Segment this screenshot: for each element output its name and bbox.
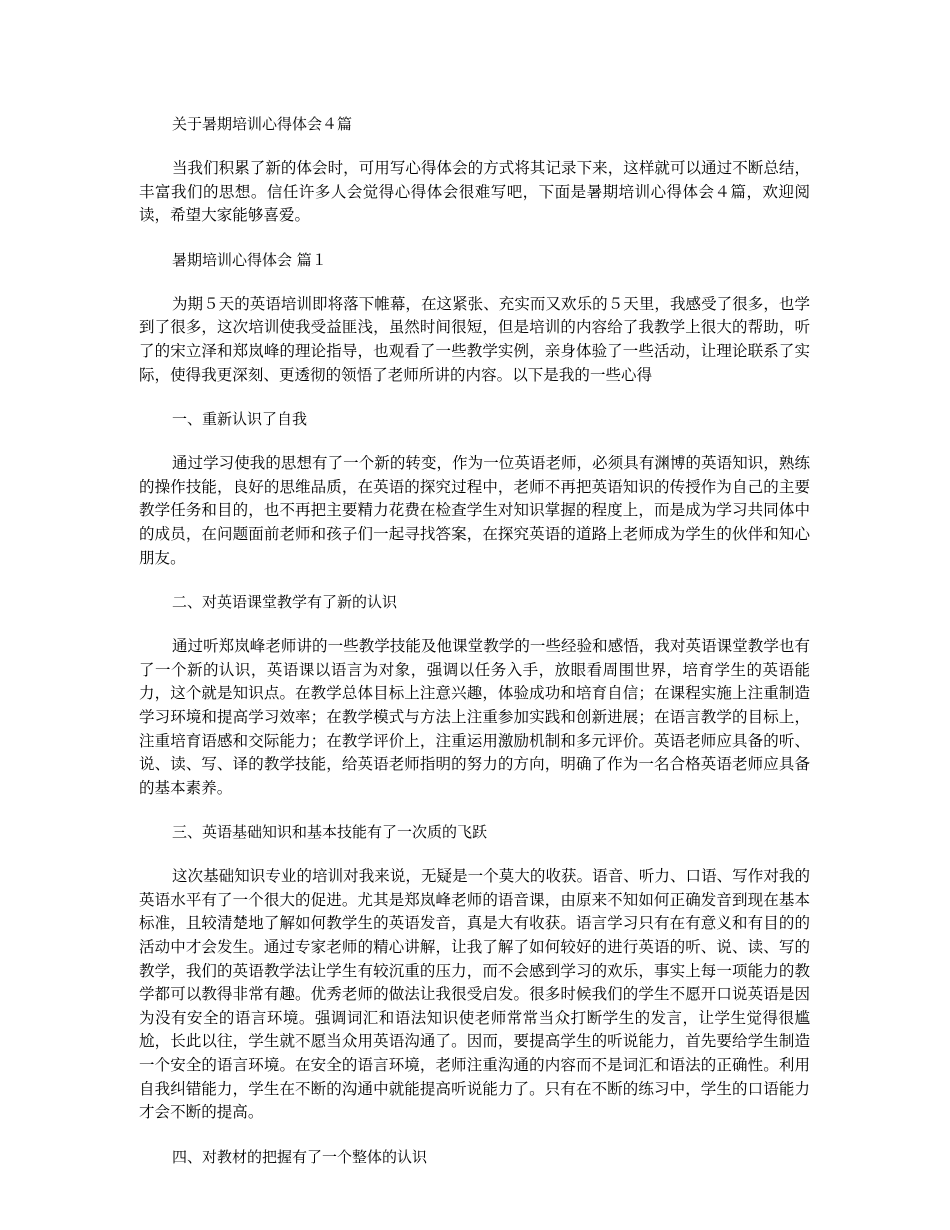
section-body-3: 这次基础知识专业的培训对我来说，无疑是一个莫大的收获。语音、听力、口语、写作对我的英语水平有了一个很大的促进。尤其是郑岚峰老师的语音课，由原来不知如何正确发音到现在基本标准，且较清楚地了解如何教学生的英语发音，真是大有收获。语言学习只有在有意义和有目的的活动中才会发生。通过专家老师的精心讲解，让我了解了如何较好的进行英语的听、说、读、写的教学，我们的英语教学法让学生有较沉重的压力，而不会感到学习的欢乐，事实上每一项能力的教学都可以教得非常有趣。优秀老师的做法让我很受启发。很多时候我们的学生不愿开口说英语是因为没有安全的语言环境。强调词汇和语法知识使老师常常当众打断学生的发言，让学生觉得很尴尬，长此以往，学生就不愿当众用英语沟通了。因而，要提高学生的听说能力，首先要给学生制造一个安全的语言环境。在安全的语言环境，老师注重沟通的内容而不是词汇和语法的正确性。利用自我纠错能力，学生在不断的沟通中就能提高听说能力了。只有在不断的练习中，学生的口语能力才会不断的提高。 xyxy=(139,867,810,1122)
section-heading-1: 一、重新认识了自我 xyxy=(172,410,308,429)
document-title: 关于暑期培训心得体会４篇 xyxy=(172,115,353,133)
intro-paragraph: 当我们积累了新的体会时，可用写心得体会的方式将其记录下来，这样就可以通过不断总结，丰富我们的思想。信任许多人会觉得心得体会很难写吧，下面是暑期培训心得体会４篇，欢迎阅读，希望大家能够喜爱。 xyxy=(139,159,810,225)
section-heading-4: 四、对教材的把握有了一个整体的认识 xyxy=(172,1147,428,1166)
article-intro-paragraph: 为期５天的英语培训即将落下帷幕，在这紧张、充实而又欢乐的５天里，我感受了很多，也学到了很多，这次培训使我受益匪浅，虽然时间很短，但是培训的内容给了我教学上很大的帮助，听了的宋立泽和郑岚峰的理论指导，也观看了一些教学实例，亲身体验了一些活动，让理论联系了实际，使得我更深刻、更透彻的领悟了老师所讲的内容。以下是我的一些心得 xyxy=(139,294,810,384)
article-heading: 暑期培训心得体会 篇１ xyxy=(172,250,327,269)
section-heading-3: 三、英语基础知识和基本技能有了一次质的飞跃 xyxy=(172,823,488,842)
section-body-2: 通过听郑岚峰老师讲的一些教学技能及他课堂教学的一些经验和感悟，我对英语课堂教学也有了一个新的认识，英语课以语言为对象，强调以任务入手，放眼看周围世界，培育学生的英语能力，这个就是知识点。在教学总体目标上注意兴趣，体验成功和培育自信；在课程实施上注重制造学习环境和提高学习效率；在教学模式与方法上注重参加实践和创新进展；在语言教学的目标上，注重培育语感和交际能力；在教学评价上，注重运用激励机制和多元评价。英语老师应具备的听、说、读、写、译的教学技能，给英语老师指明的努力的方向，明确了作为一名合格英语老师应具备的基本素养。 xyxy=(139,637,810,797)
section-body-1: 通过学习使我的思想有了一个新的转变，作为一位英语老师，必须具有渊博的英语知识，熟练的操作技能，良好的思维品质，在英语的探究过程中，老师不再把英语知识的传授作为自己的主要教学任务和目的，也不再把主要精力花费在检查学生对知识掌握的程度上，而是成为学习共同体中的成员，在问题面前老师和孩子们一起寻找答案，在探究英语的道路上老师成为学生的伙伴和知心朋友。 xyxy=(139,454,810,567)
section-heading-2: 二、对英语课堂教学有了新的认识 xyxy=(172,593,398,612)
